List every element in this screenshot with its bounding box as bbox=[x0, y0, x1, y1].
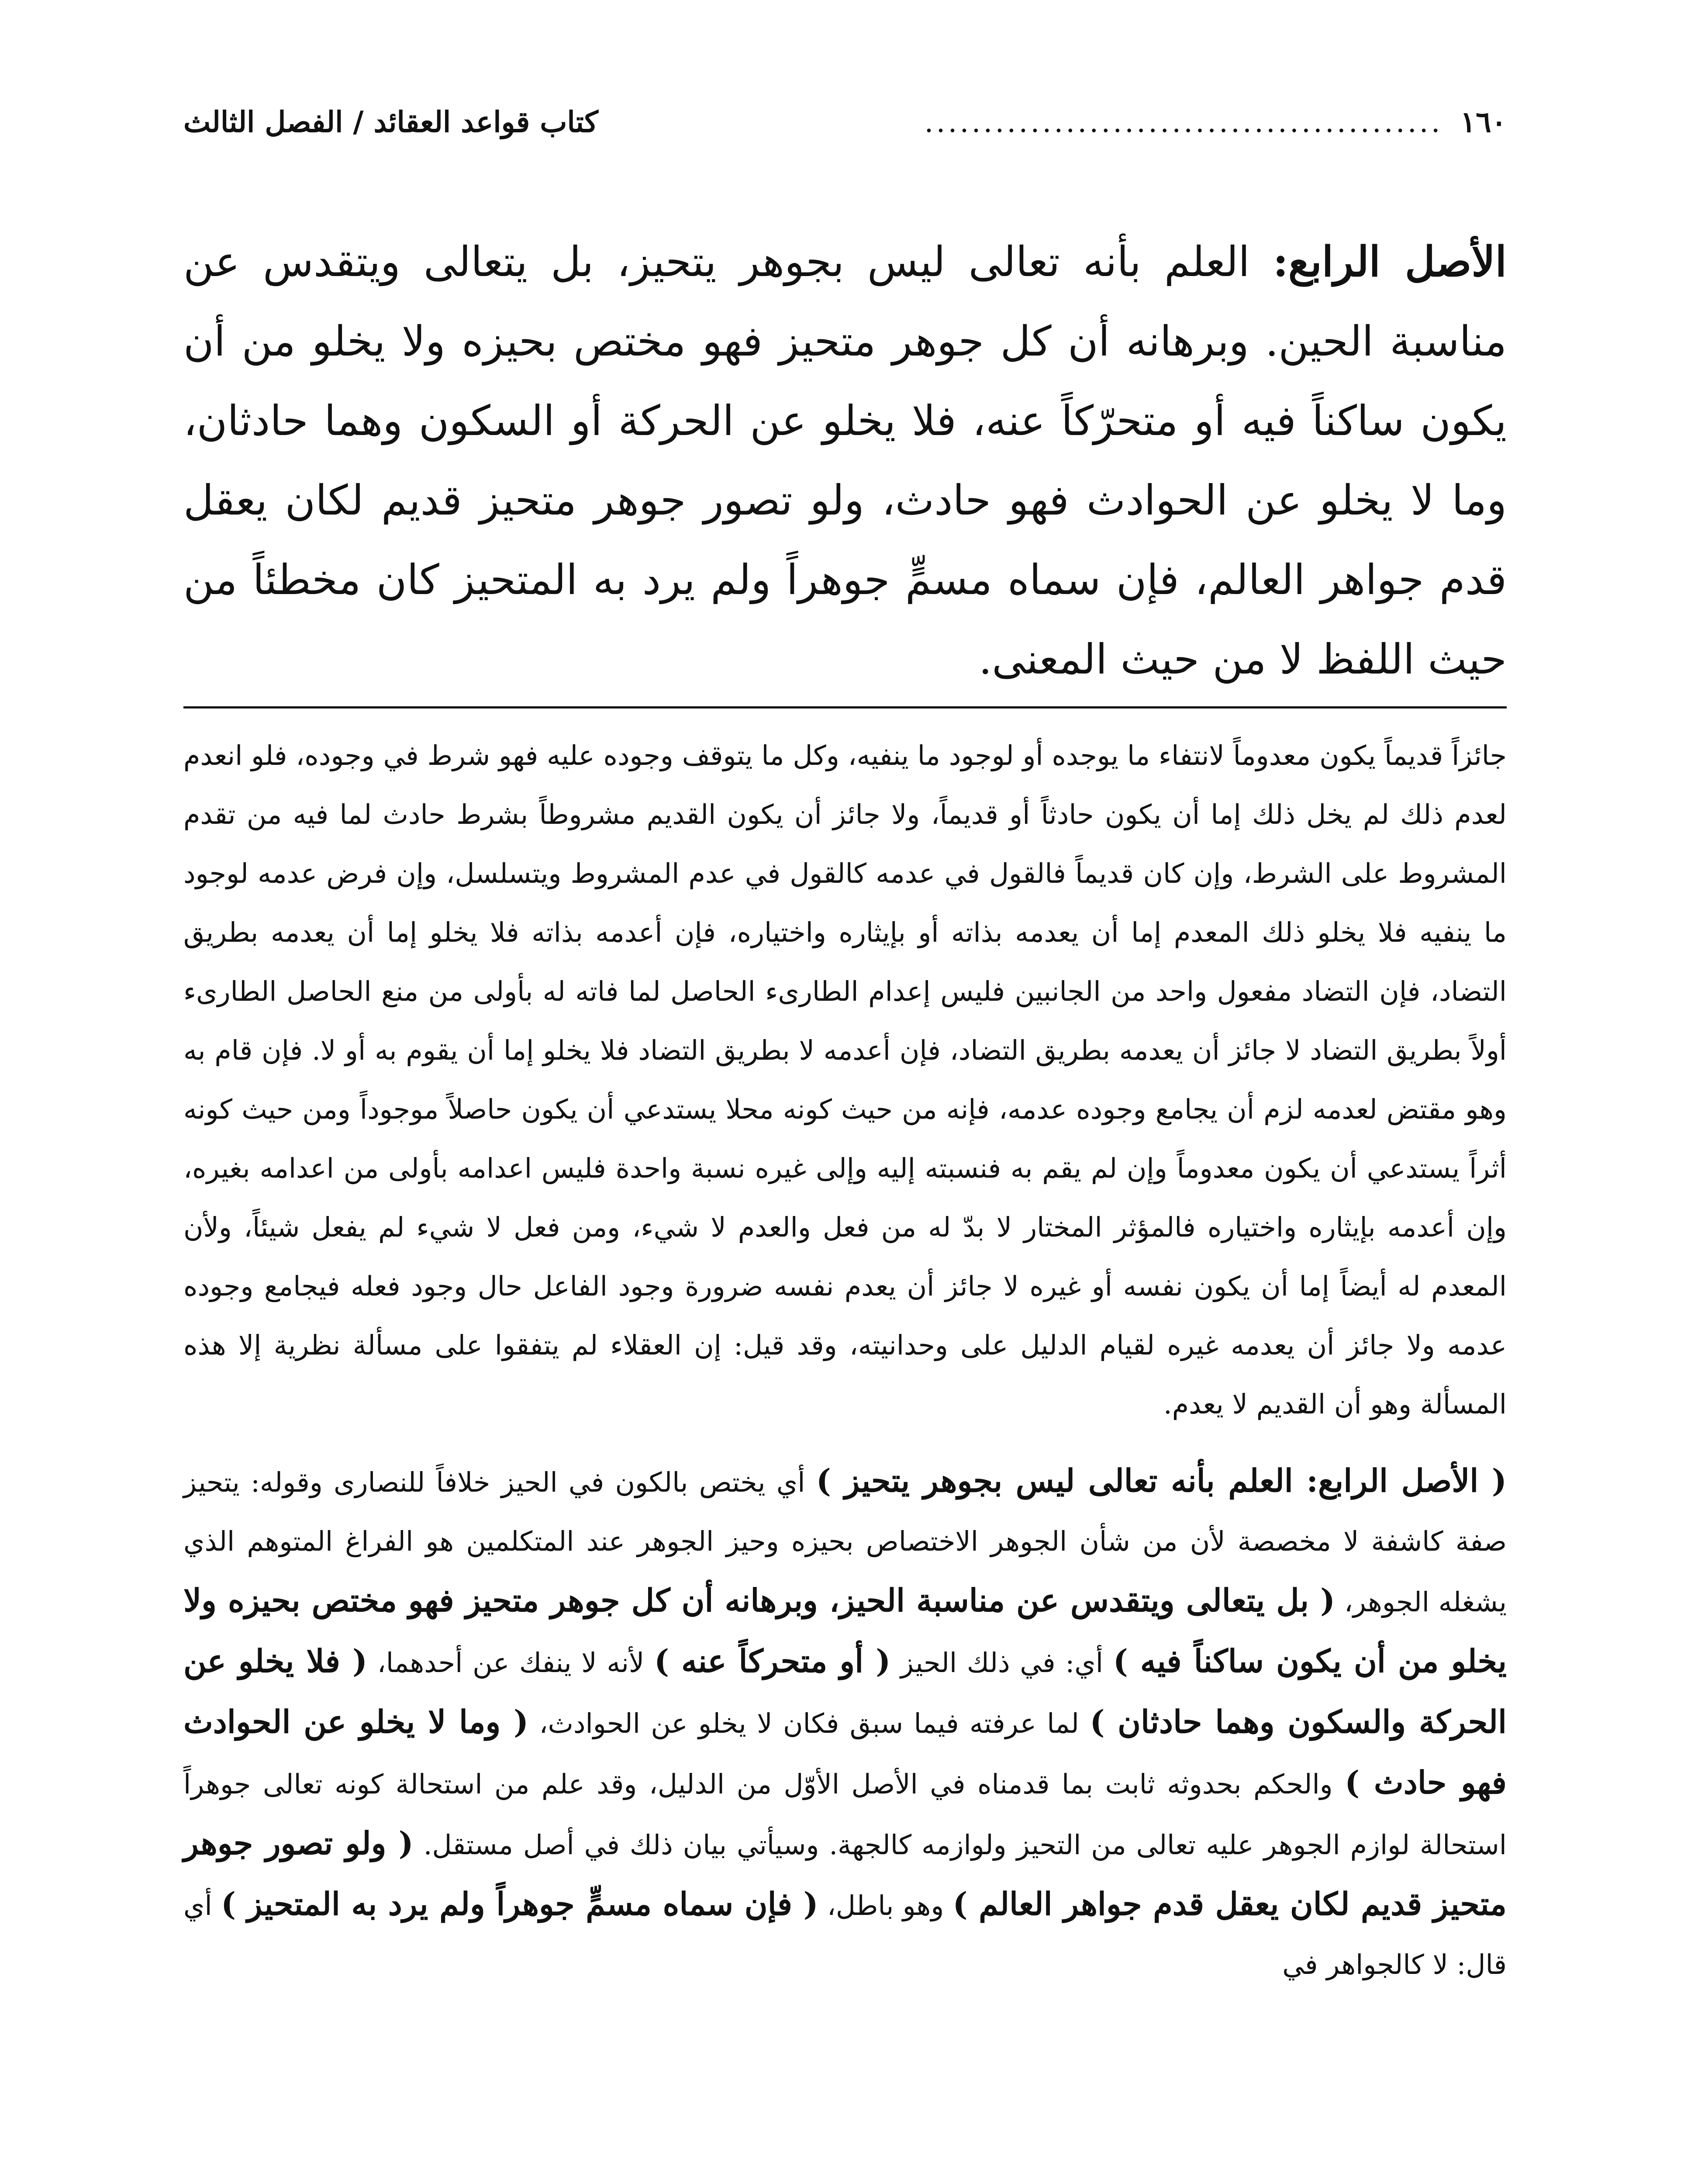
quoted-matn: ( فلا يخلو عن الحركة والسكون وهما حادثان ) bbox=[183, 1642, 1507, 1741]
commentary-text: لأنه لا ينفك عن أحدهما، bbox=[377, 1647, 645, 1679]
commentary-text: أي يختص بالكون في الحيز خلافاً للنصارى وقوله: يتحيز صفة كاشفة لا مخصصة لأن من شأن الجوهر الاختصاص بحيزه وحيز الجوهر عند المتكلمين هو الفراغ المتوهم الذي يشغله الجوهر، bbox=[183, 1466, 1507, 1618]
commentary-text: أي: في ذلك الحيز bbox=[901, 1647, 1104, 1679]
quoted-matn: ( الأصل الرابع: العلم بأنه تعالى ليس بجوهر يتحيز ) bbox=[816, 1462, 1507, 1500]
running-head bbox=[183, 105, 1507, 139]
main-text-block bbox=[183, 222, 1507, 699]
quoted-matn: ( ولو تصور جوهر متحيز قديم لكان يعقل قدم جواهر العالم ) bbox=[183, 1825, 1507, 1923]
book-page bbox=[183, 105, 1507, 1994]
commentary-bottom bbox=[183, 1451, 1507, 1994]
section-heading: الأصل الرابع: bbox=[1273, 238, 1507, 287]
leader-dots: ............................................ bbox=[924, 105, 1443, 139]
commentary-text: والحكم بحدوثه ثابت بما قدمناه في الأصل الأوّل من الدليل، وقد علم من استحالة كونه تعالى جوهراً استحالة لوازم الجوهر عليه تعالى من التحيز ولوازمه كالجهة. وسيأتي بيان ذلك في أصل مستقل. bbox=[183, 1768, 1507, 1861]
divider-rule bbox=[183, 706, 1507, 708]
commentary-top: جائزاً قديماً يكون معدوماً لانتفاء ما يوجده أو لوجود ما ينفيه، وكل ما يتوقف وجوده عليه فهو شرط في وجوده، فلو انعدم لعدم ذلك لم يخل ذلك إما أن يكون حادثاً أو قديماً، ولا جائز أن يكون القديم مشروطاً بشرط حادث لما فيه من تقدم المشروط على الشرط، وإن كان قديماً فالقول في عدمه كالقول في عدم المشروط ويتسلسل، وإن فرض عدمه لوجود ما ينفيه فلا يخلو ذلك المعدم إما أن يعدمه بذاته أو بإيثاره واختياره، فإن أعدمه بذاته فلا يخلو إما أن يعدمه بطريق التضاد، فإن التضاد مفعول واحد من الجانبين فليس إعدام الطارىء الحاصل لما فاته له بأولى من منع الحاصل الطارىء أولاً بطريق التضاد لا جائز أن يعدمه بطريق التضاد، فإن أعدمه لا بطريق التضاد فلا يخلو إما أن يقوم به أو لا. فإن قام به وهو مقتض لعدمه لزم أن يجامع وجوده عدمه، فإنه من حيث كونه محلا يستدعي أن يكون حاصلاً موجوداً ومن حيث كونه أثراً يستدعي أن يكون معدوماً وإن لم يقم به فنسبته إليه وإلى غيره نسبة واحدة فليس اعدامه بأولى من اعدامه بغيره، وإن أعدمه بإيثاره واختياره فالمؤثر المختار لا بدّ له من فعل والعدم لا شيء، ومن فعل لا شيء لم يفعل شيئاً، ولأن المعدم له أيضاً إما أن يكون نفسه أو غيره لا جائز أن يعدم نفسه ضرورة وجود الفاعل حال وجود فعله فيجامع وجوده عدمه ولا جائز أن يعدمه غيره لقيام الدليل على وحدانيته، وقد قيل: إن العقلاء لم يتفقوا على مسألة نظرية إلا هذه المسألة وهو أن القديم لا يعدم. bbox=[183, 740, 1507, 1420]
quoted-matn: ( وما لا يخلو عن الحوادث فهو حادث ) bbox=[183, 1703, 1507, 1801]
commentary-text: لما عرفته فيما سبق فكان لا يخلو عن الحوادث، bbox=[539, 1707, 1079, 1740]
running-title: كتاب قواعد العقائد / الفصل الثالث bbox=[183, 105, 598, 139]
quoted-matn: ( فإن سماه مسمٍّ جوهراً ولم يرد به المتحيز ) bbox=[221, 1885, 818, 1923]
page-number: ١٦٠ bbox=[1460, 105, 1507, 139]
commentary-text: وهو باطل، bbox=[827, 1890, 944, 1922]
commentary-text: أي قال: لا كالجواهر في bbox=[183, 1890, 1507, 1981]
quoted-matn: ( بل يتعالى ويتقدس عن مناسبة الحيز، وبرهانه أن كل جوهر متحيز فهو مختص بحيزه ولا يخلو من أن يكون ساكناً فيه ) bbox=[183, 1582, 1507, 1680]
main-paragraph: العلم بأنه تعالى ليس بجوهر يتحيز، بل يتعالى ويتقدس عن مناسبة الحين. وبرهانه أن كل جوهر متحيز فهو مختص بحيزه ولا يخلو من أن يكون ساكناً فيه أو متحرّكاً عنه، فلا يخلو عن الحركة أو السكون وهما حادثان، وما لا يخلو عن الحوادث فهو حادث، ولو تصور جوهر متحيز قديم لكان يعقل قدم جواهر العالم، فإن سماه مسمٍّ جوهراً ولم يرد به المتحيز كان مخطئاً من حيث اللفظ لا من حيث المعنى. bbox=[183, 238, 1507, 684]
quoted-matn: ( أو متحركاً عنه ) bbox=[654, 1642, 891, 1680]
